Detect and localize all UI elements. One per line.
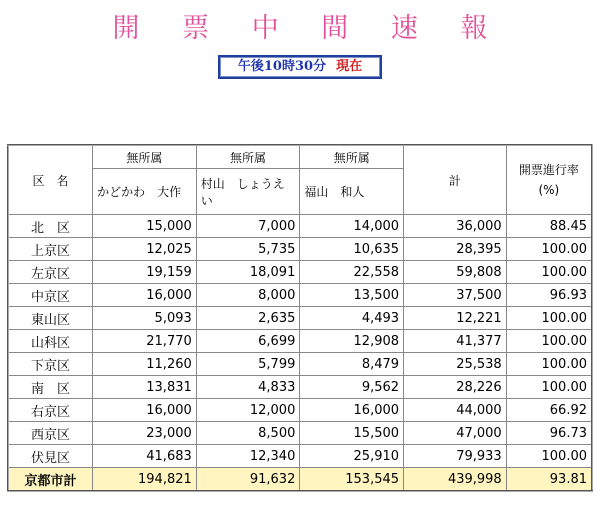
votes-total: 41,377	[404, 330, 507, 353]
header-party-3: 無所属	[300, 145, 404, 169]
votes-total: 25,538	[404, 353, 507, 376]
count-rate: 66.92	[506, 399, 592, 422]
table-row	[8, 353, 592, 376]
votes-candidate-2: 6,699	[196, 330, 300, 353]
total-cand-1: 194,821	[93, 468, 197, 492]
votes-candidate-3: 12,908	[300, 330, 404, 353]
count-rate: 100.00	[506, 261, 592, 284]
votes-candidate-2: 4,833	[196, 376, 300, 399]
time-box	[218, 55, 382, 79]
time-text: 午後10時30分	[237, 59, 327, 74]
votes-candidate-3: 14,000	[300, 215, 404, 238]
votes-candidate-2: 5,799	[196, 353, 300, 376]
votes-candidate-1: 12,025	[93, 238, 197, 261]
votes-total: 47,000	[404, 422, 507, 445]
votes-candidate-3: 22,558	[300, 261, 404, 284]
now-label: 現在	[336, 59, 363, 74]
table-row	[8, 261, 592, 284]
votes-candidate-1: 19,159	[93, 261, 197, 284]
votes-candidate-2: 5,735	[196, 238, 300, 261]
table-row	[8, 238, 592, 261]
votes-total: 79,933	[404, 445, 507, 468]
table-row	[8, 399, 592, 422]
table-row	[8, 284, 592, 307]
header-candidate-2: 村山 しょうえい	[196, 169, 300, 215]
district-name: 右京区	[8, 399, 93, 422]
table-body	[8, 215, 592, 468]
district-name: 山科区	[8, 330, 93, 353]
votes-candidate-1: 23,000	[93, 422, 197, 445]
district-name: 西京区	[8, 422, 93, 445]
votes-total: 12,221	[404, 307, 507, 330]
votes-total: 28,226	[404, 376, 507, 399]
table-row	[8, 422, 592, 445]
votes-candidate-3: 4,493	[300, 307, 404, 330]
header-party-2: 無所属	[196, 145, 300, 169]
count-rate: 100.00	[506, 307, 592, 330]
district-name: 左京区	[8, 261, 93, 284]
header-rate: 開票進行率 (%)	[506, 145, 592, 215]
count-rate: 96.93	[506, 284, 592, 307]
count-rate: 100.00	[506, 353, 592, 376]
table-row	[8, 307, 592, 330]
votes-candidate-1: 16,000	[93, 399, 197, 422]
votes-candidate-3: 25,910	[300, 445, 404, 468]
votes-candidate-3: 15,500	[300, 422, 404, 445]
table-row	[8, 445, 592, 468]
votes-candidate-3: 8,479	[300, 353, 404, 376]
total-cand-3: 153,545	[300, 468, 404, 492]
votes-candidate-3: 16,000	[300, 399, 404, 422]
votes-total: 59,808	[404, 261, 507, 284]
votes-candidate-2: 12,340	[196, 445, 300, 468]
header-party-1: 無所属	[93, 145, 197, 169]
count-rate: 88.45	[506, 215, 592, 238]
votes-candidate-2: 7,000	[196, 215, 300, 238]
votes-candidate-1: 11,260	[93, 353, 197, 376]
votes-total: 36,000	[404, 215, 507, 238]
count-rate: 100.00	[506, 238, 592, 261]
votes-candidate-1: 16,000	[93, 284, 197, 307]
header-candidate-3: 福山 和人	[300, 169, 404, 215]
results-table	[7, 144, 593, 492]
district-name: 中京区	[8, 284, 93, 307]
header-total: 計	[404, 145, 507, 215]
total-row	[8, 468, 592, 492]
header-row-1	[8, 145, 592, 169]
count-rate: 100.00	[506, 445, 592, 468]
votes-candidate-3: 9,562	[300, 376, 404, 399]
table-row	[8, 376, 592, 399]
total-label: 京都市計	[8, 468, 93, 492]
table-row	[8, 330, 592, 353]
votes-candidate-1: 41,683	[93, 445, 197, 468]
count-rate: 96.73	[506, 422, 592, 445]
district-name: 下京区	[8, 353, 93, 376]
votes-candidate-3: 13,500	[300, 284, 404, 307]
votes-candidate-1: 21,770	[93, 330, 197, 353]
header-district: 区 名	[8, 145, 93, 215]
votes-total: 28,395	[404, 238, 507, 261]
votes-candidate-2: 18,091	[196, 261, 300, 284]
header-candidate-1: かどかわ 大作	[93, 169, 197, 215]
votes-candidate-1: 13,831	[93, 376, 197, 399]
votes-candidate-3: 10,635	[300, 238, 404, 261]
total-rate: 93.81	[506, 468, 592, 492]
total-cand-2: 91,632	[196, 468, 300, 492]
votes-candidate-2: 12,000	[196, 399, 300, 422]
district-name: 南 区	[8, 376, 93, 399]
votes-candidate-2: 2,635	[196, 307, 300, 330]
votes-candidate-2: 8,500	[196, 422, 300, 445]
count-rate: 100.00	[506, 376, 592, 399]
votes-total: 44,000	[404, 399, 507, 422]
table-row	[8, 215, 592, 238]
district-name: 上京区	[8, 238, 93, 261]
district-name: 伏見区	[8, 445, 93, 468]
votes-candidate-1: 5,093	[93, 307, 197, 330]
votes-total: 37,500	[404, 284, 507, 307]
total-sum: 439,998	[404, 468, 507, 492]
district-name: 北 区	[8, 215, 93, 238]
page-title: 開 票 中 間 速 報	[112, 13, 505, 44]
district-name: 東山区	[8, 307, 93, 330]
votes-candidate-1: 15,000	[93, 215, 197, 238]
votes-candidate-2: 8,000	[196, 284, 300, 307]
count-rate: 100.00	[506, 330, 592, 353]
